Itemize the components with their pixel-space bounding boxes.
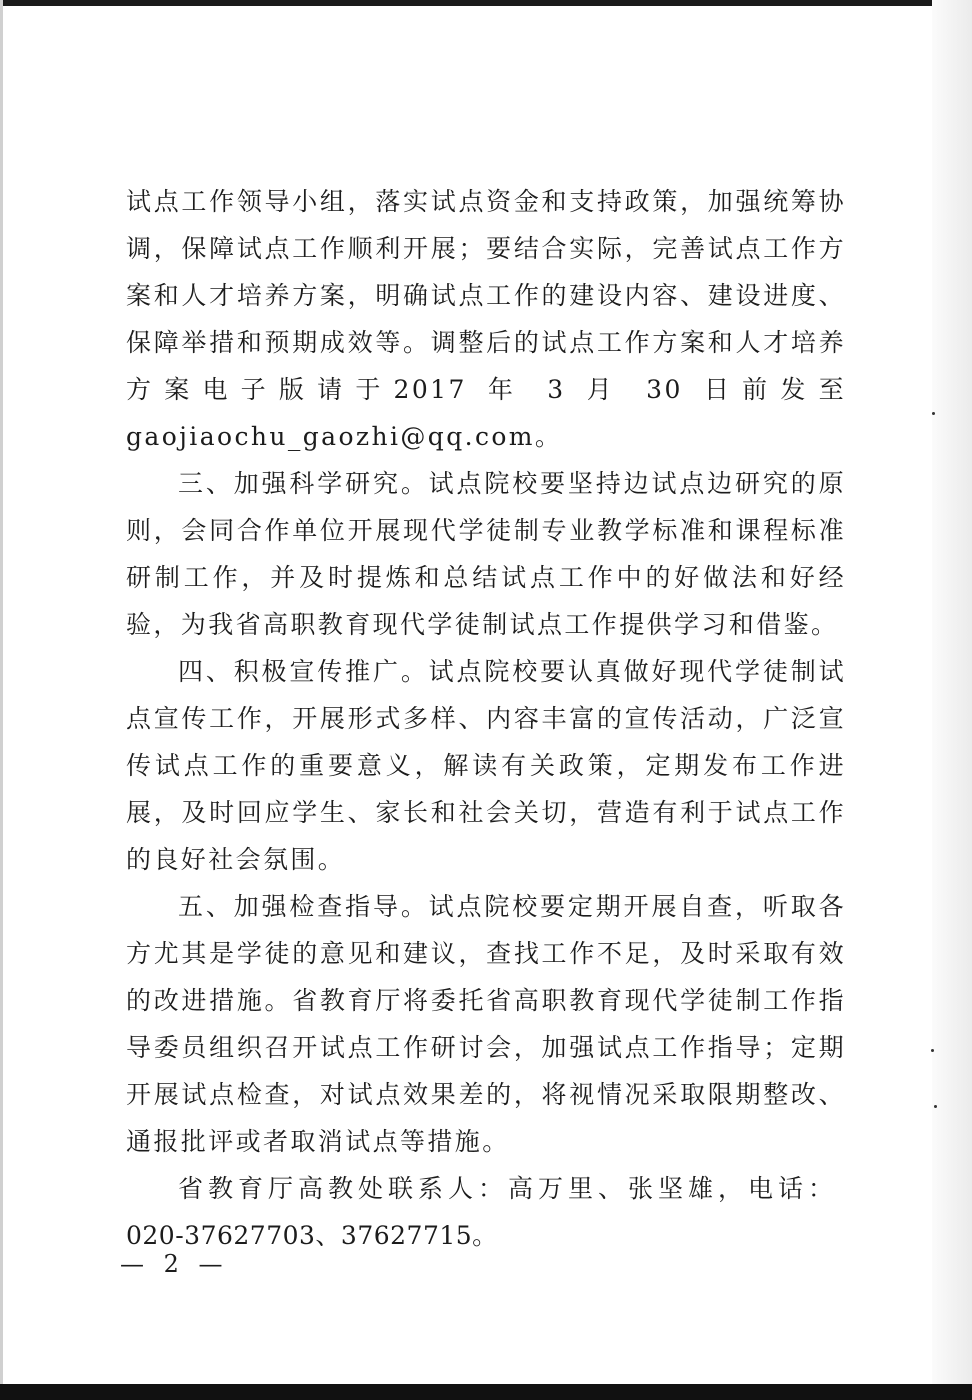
scan-edge-bottom [0,1384,972,1400]
paragraph-section-4-publicity: 四、积极宣传推广。试点院校要认真做好现代学徒制试点宣传工作，开展形式多样、内容丰富的宣传活动，广泛宣传试点工作的重要意义，解读有关政策，定期发布工作进展，及时回应学生、家长和社会关切，营造有利于试点工作的良好社会氛围。 [126,657,846,874]
paragraph-continuation: 试点工作领导小组，落实试点资金和支持政策，加强统筹协调，保障试点工作顺利开展；要结合实际，完善试点工作方案和人才培养方案，明确试点工作的建设内容、建设进度、保障举措和预期成效等。调整后的试点工作方案和人才培养方案电子版请于2017 年 3 月 30 日前发至 gaojiaochu_gaozhi@qq.com。 [126,187,846,451]
scan-speck [934,1105,937,1108]
page-number: — 2 — [120,1250,229,1278]
phone-numbers: 020-37627703、37627715。 [126,1221,498,1250]
contact-line: 省教育厅高教处联系人：高万里、张坚雄，电话： [178,1174,839,1203]
scan-edge-right [932,0,972,1400]
scan-speck [931,1049,934,1052]
paragraph-section-5-inspection: 五、加强检查指导。试点院校要定期开展自查，听取各方尤其是学徒的意见和建议，查找工作不足，及时采取有效的改进措施。省教育厅将委托省高职教育现代学徒制工作指导委员组织召开试点工作研讨会，加强试点工作指导；定期开展试点检查，对试点效果差的，将视情况采取限期整改、通报批评或者取消试点等措施。 [126,892,846,1156]
scan-edge-top [0,0,972,6]
document-body [126,178,846,1259]
scan-speck [932,412,935,415]
paragraph-section-3-research: 三、加强科学研究。试点院校要坚持边试点边研究的原则，会同合作单位开展现代学徒制专业教学标准和课程标准研制工作，并及时提炼和总结试点工作中的好做法和好经验，为我省高职教育现代学徒制试点工作提供学习和借鉴。 [126,469,846,639]
scan-edge-left [0,0,3,1400]
